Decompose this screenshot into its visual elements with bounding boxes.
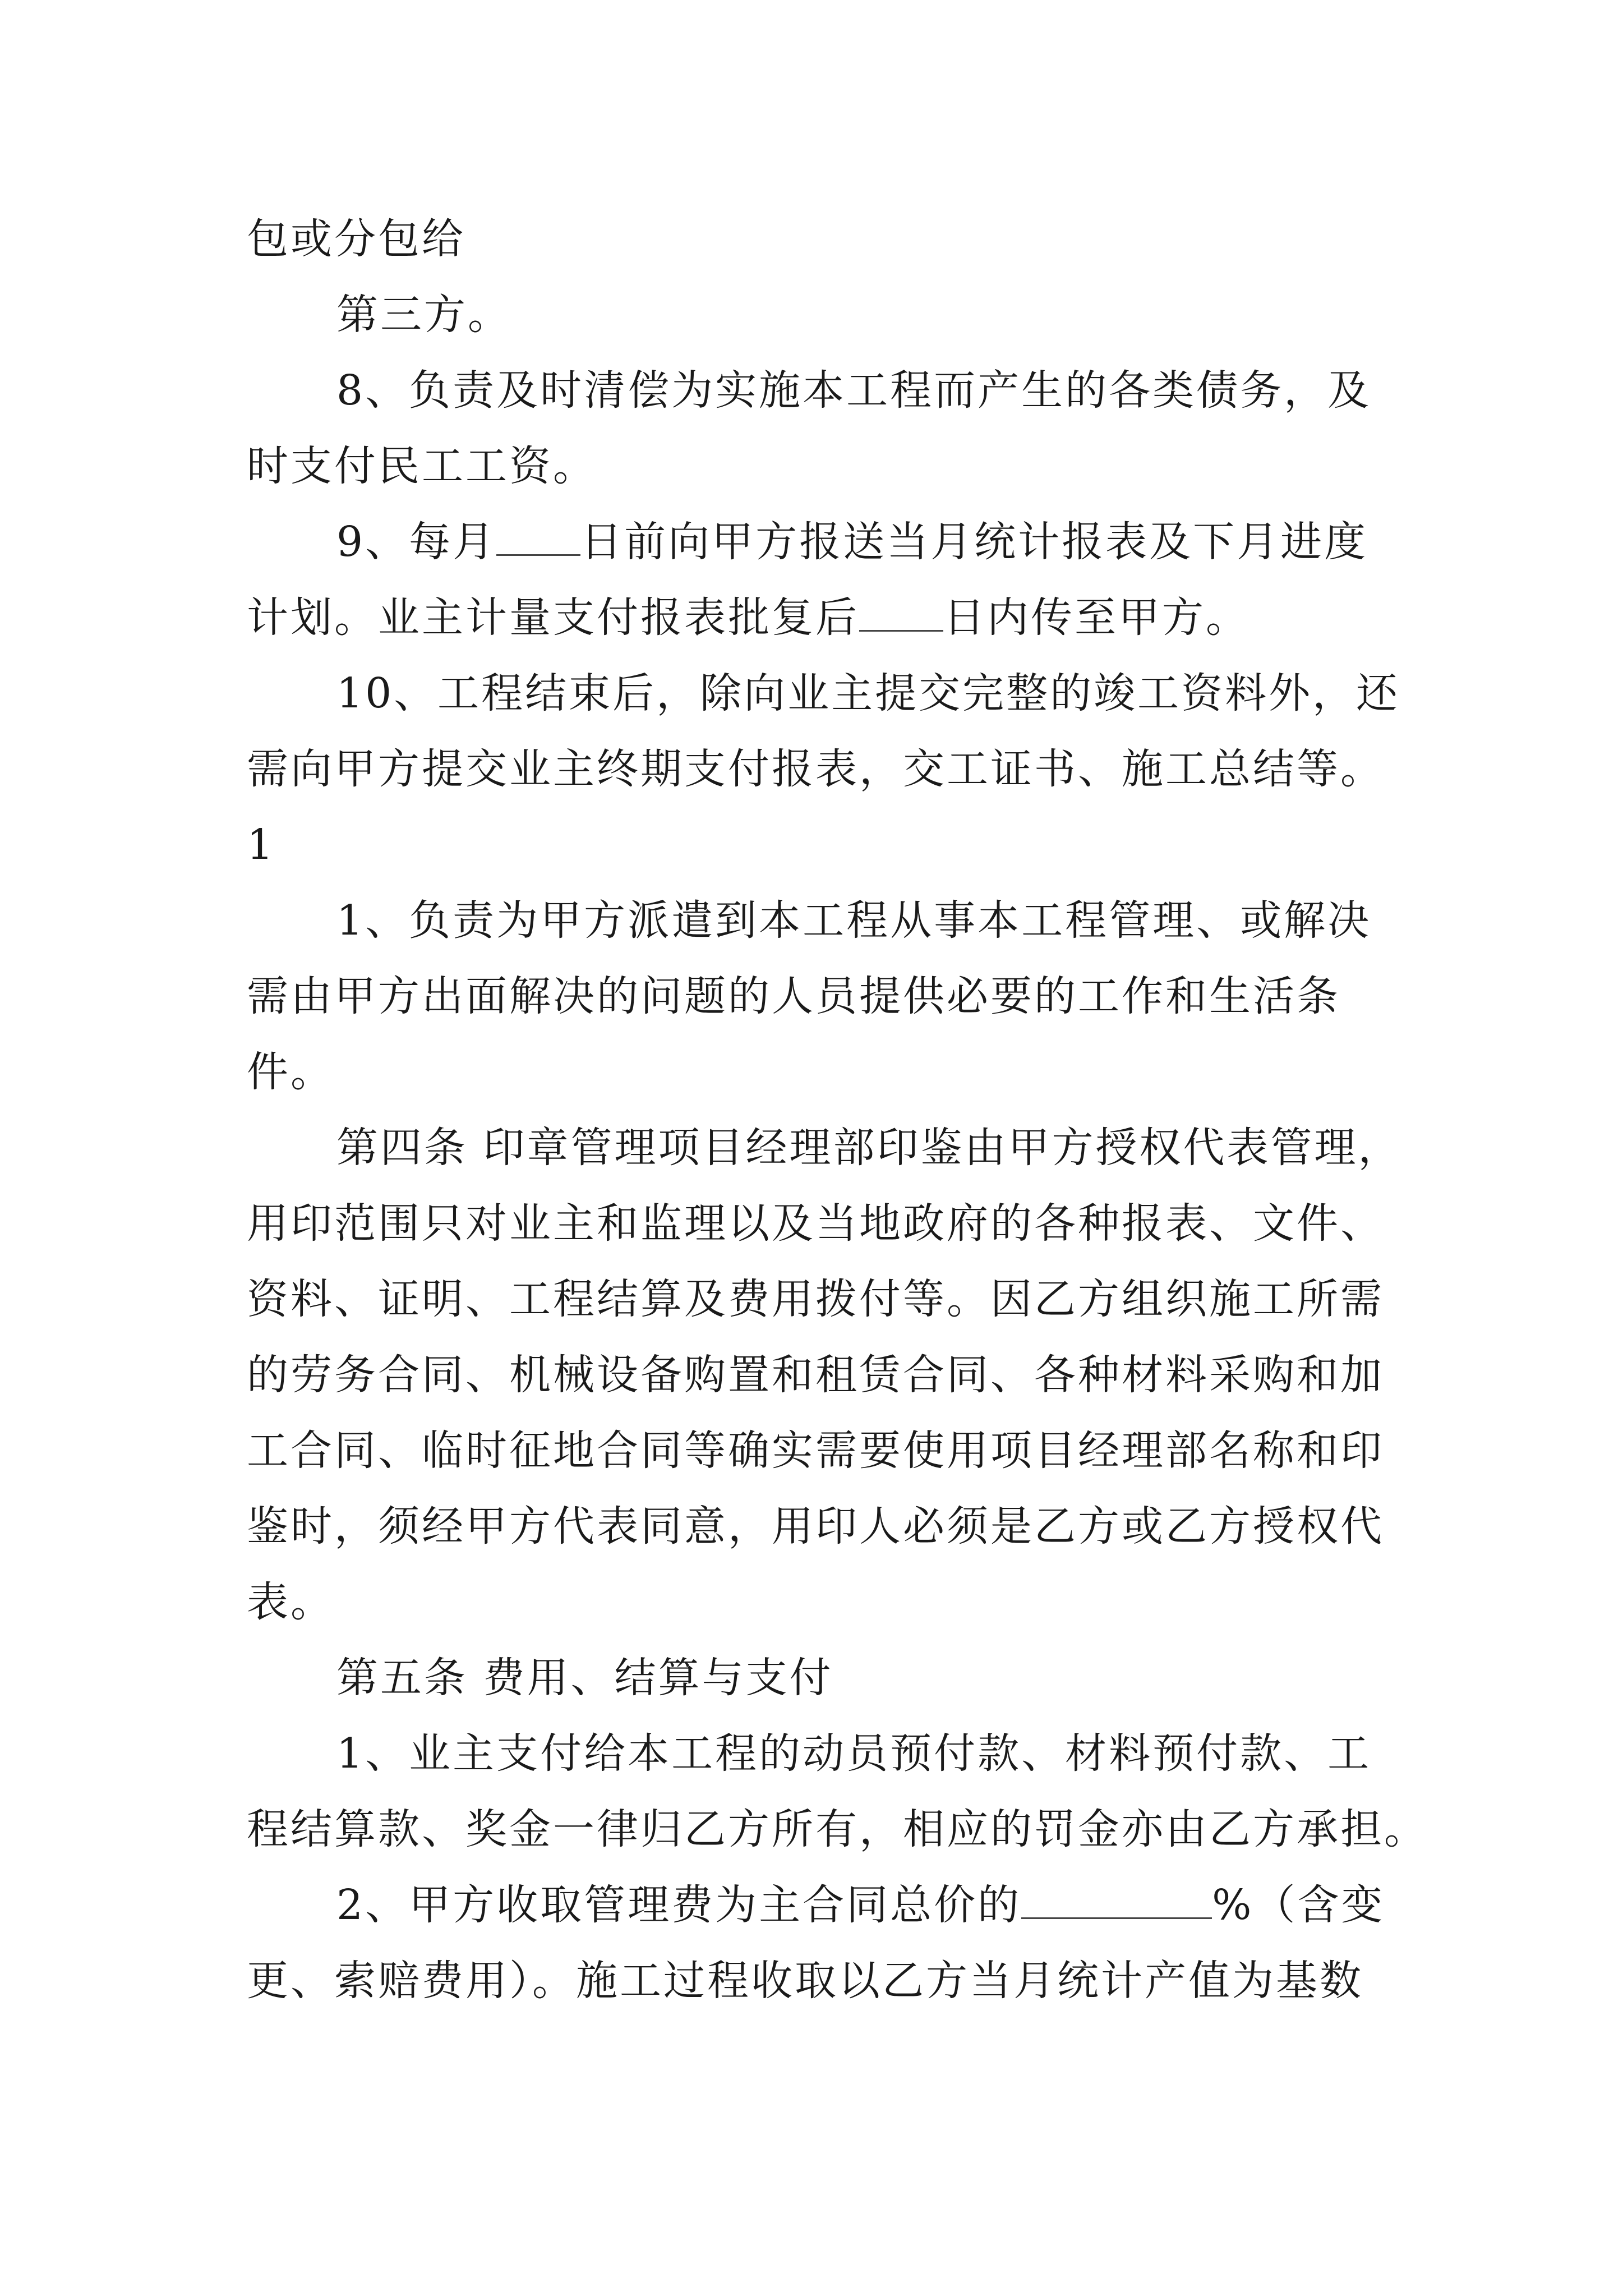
fill-in-blank: [1021, 1883, 1212, 1919]
text-segment: 计划。业主计量支付报表批复后: [247, 593, 859, 642]
text-line: 表。: [247, 1578, 334, 1626]
text-segment: 日前向甲方报送当月统计报表及下月进度: [580, 518, 1368, 566]
text-line: 1、业主支付给本工程的动员预付款、材料预付款、工: [336, 1729, 1372, 1778]
text-segment: 9、每月: [336, 518, 497, 566]
text-line: 鉴时，须经甲方代表同意，用印人必须是乙方或乙方授权代: [247, 1502, 1384, 1550]
fill-in-blank: [859, 595, 943, 632]
text-line: 程结算款、奖金一律归乙方所有，相应的罚金亦由乙方承担。: [247, 1805, 1428, 1853]
text-line: 1: [247, 821, 276, 869]
text-line: 需向甲方提交业主终期支付报表，交工证书、施工总结等。: [247, 745, 1384, 793]
text-line: 资料、证明、工程结算及费用拨付等。因乙方组织施工所需: [247, 1275, 1384, 1323]
text-line-with-blank: [247, 591, 1249, 645]
text-line-with-blank: [336, 515, 1368, 569]
text-line: 1、负责为甲方派遣到本工程从事本工程管理、或解决: [336, 896, 1372, 945]
text-line: 8、负责及时清偿为实施本工程而产生的各类债务，及: [336, 366, 1372, 415]
text-line: 包或分包给: [247, 215, 465, 263]
text-segment: 日内传至甲方。: [943, 593, 1249, 642]
text-line-with-blank: [336, 1878, 1385, 1932]
text-line: 第四条 印章管理项目经理部印鉴由甲方授权代表管理，: [336, 1124, 1402, 1172]
text-line: 时支付民工工资。: [247, 442, 597, 490]
text-segment: 2、甲方收取管理费为主合同总价的: [336, 1881, 1022, 1929]
text-line: 用印范围只对业主和监理以及当地政府的各种报表、文件、: [247, 1199, 1384, 1248]
text-line: 10、工程结束后，除向业主提交完整的竣工资料外，还: [336, 669, 1400, 717]
text-line: 需由甲方出面解决的问题的人员提供必要的工作和生活条: [247, 972, 1340, 1020]
text-segment: %（含变: [1212, 1881, 1385, 1929]
text-line: 更、索赔费用）。施工过程收取以乙方当月统计产值为基数: [247, 1957, 1363, 2005]
text-line: 第三方。: [336, 291, 511, 339]
text-line: 件。: [247, 1048, 334, 1096]
fill-in-blank: [496, 519, 580, 556]
text-line: 的劳务合同、机械设备购置和租赁合同、各种材料采购和加: [247, 1351, 1384, 1399]
text-line: 工合同、临时征地合同等确实需要使用项目经理部名称和印: [247, 1427, 1384, 1475]
section-heading: 第五条 费用、结算与支付: [336, 1654, 833, 1702]
